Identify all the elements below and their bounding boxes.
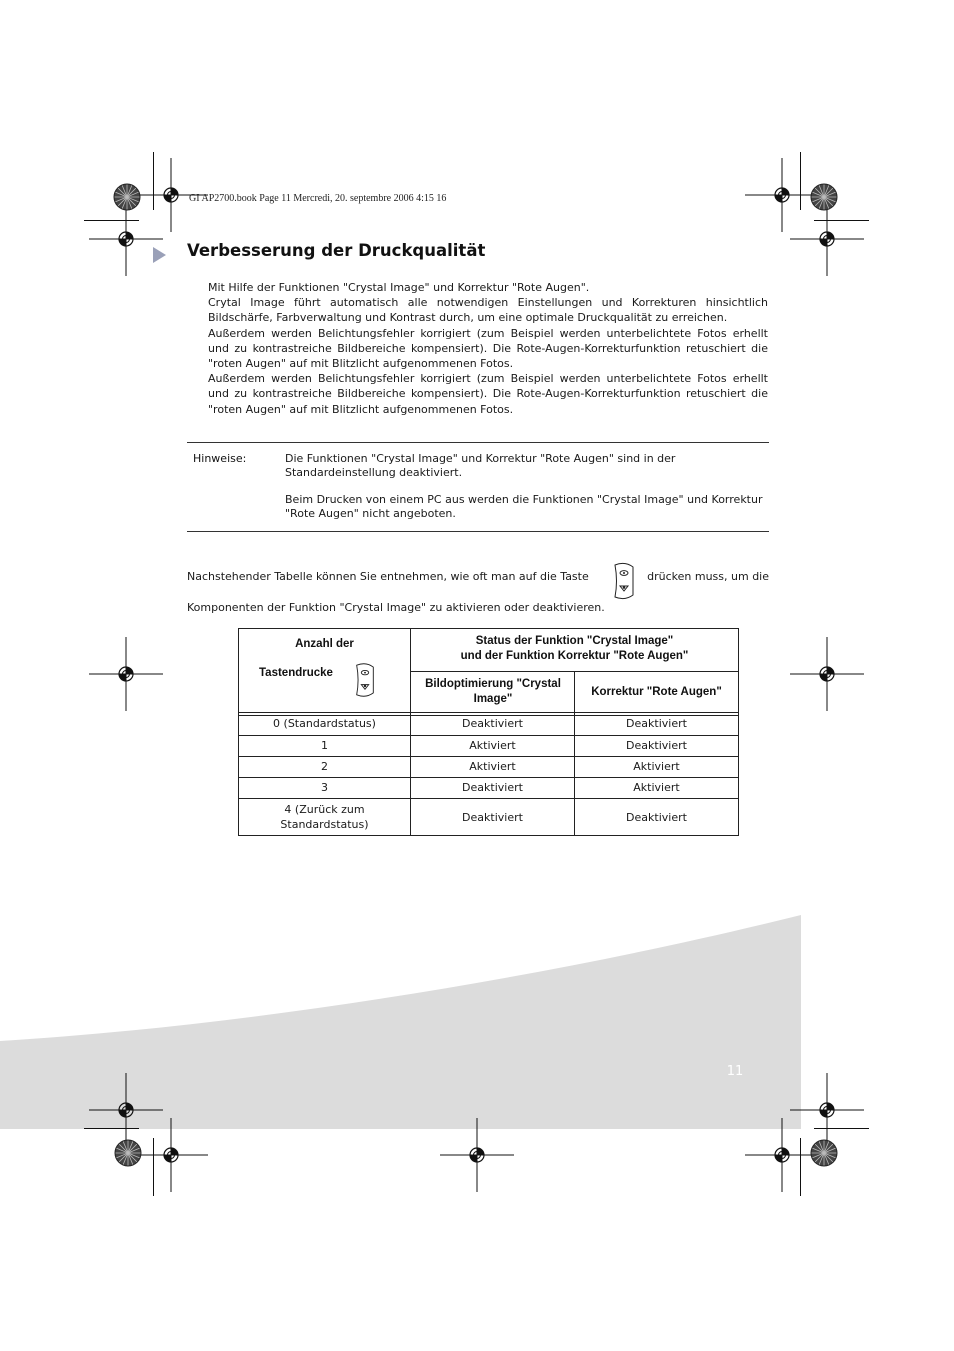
intro-paragraph: Außerdem werden Belichtungsfehler korrigiert (zum Beispiel werden unterbelichtete Fotos erhellt und zu kontrastreiche Bildbereiche kompensiert). Die Rote-Augen-Korrekturfunktion retuschiert die "roten Augen" auf mit Blitzlicht aufgenommenen Fotos.	[208, 326, 768, 371]
header-red-eye: Korrektur "Rote Augen"	[591, 685, 722, 698]
table-intro-line	[187, 570, 769, 590]
header-presses-line2: Tastendrucke	[259, 666, 333, 679]
note-item: Beim Drucken von einem PC aus werden die Funktionen "Crystal Image" und Korrektur "Rote Augen" nicht angeboten.	[285, 493, 763, 520]
intro-paragraph: Crytal Image führt automatisch alle notwendigen Einstellungen und Korrekturen hinsichtlich Bildschärfe, Farbverwaltung und Kontrast durch, um eine optimale Druckqualität zu erreichen.	[208, 296, 768, 325]
table-intro-after-icon: drücken muss, um die	[647, 570, 769, 583]
table-cell: 0 (Standardstatus)	[273, 716, 376, 730]
table-cell: Aktiviert	[469, 739, 516, 752]
key-eye-icon	[611, 561, 637, 601]
table-cell: Deaktiviert	[626, 810, 687, 824]
intro-text	[208, 280, 768, 417]
note-item: Die Funktionen "Crystal Image" und Korrektur "Rote Augen" sind in der Standardeinstellung deaktiviert.	[285, 452, 676, 479]
notes-text	[285, 452, 767, 534]
table-cell: Deaktiviert	[462, 810, 523, 824]
table-cell: Aktiviert	[633, 781, 680, 794]
status-table	[238, 628, 739, 836]
table-cell: Deaktiviert	[626, 739, 687, 752]
table-cell: Aktiviert	[633, 760, 680, 773]
table-intro-before-icon: Nachstehender Tabelle können Sie entnehmen, wie oft man auf die Taste	[187, 570, 589, 583]
intro-paragraph: Mit Hilfe der Funktionen "Crystal Image" und Korrektur "Rote Augen".	[208, 281, 590, 294]
table-cell: Aktiviert	[469, 760, 516, 773]
table-cell: 1	[321, 739, 328, 752]
section-marker-icon	[153, 247, 166, 263]
table-cell: 4 (Zurück zum Standardstatus)	[280, 803, 369, 831]
header-status-line2: und der Funktion Korrektur "Rote Augen"	[460, 649, 689, 662]
key-eye-icon	[353, 660, 377, 700]
table-cell: Deaktiviert	[626, 716, 687, 730]
table-intro-line-2: Komponenten der Funktion "Crystal Image" zu aktivieren oder deaktivieren.	[187, 601, 605, 614]
table-cell: 3	[321, 781, 328, 794]
table-cell: 2	[321, 760, 328, 773]
table-cell: Deaktiviert	[462, 716, 523, 730]
table-cell: Deaktiviert	[462, 781, 523, 794]
intro-paragraph: Außerdem werden Belichtungsfehler korrigiert (zum Beispiel werden unterbelichtete Fotos erhellt und zu kontrastreiche Bildbereiche kompensiert). Die Rote-Augen-Korrekturfunktion retuschiert die "roten Augen" auf mit Blitzlicht aufgenommenen Fotos.	[208, 372, 768, 416]
header-presses-line1: Anzahl der	[295, 637, 354, 650]
section-title: Verbesserung der Druckqualität	[187, 241, 486, 260]
notes-label: Hinweise:	[193, 452, 247, 465]
print-header: GI AP2700.book Page 11 Mercredi, 20. septembre 2006 4:15 16	[189, 193, 447, 204]
page-number: 11	[726, 1064, 744, 1079]
header-image-optimization: Bildoptimierung "Crystal Image"	[425, 678, 561, 705]
header-status-line1: Status der Funktion "Crystal Image"	[475, 634, 674, 647]
notes-box	[187, 442, 769, 532]
